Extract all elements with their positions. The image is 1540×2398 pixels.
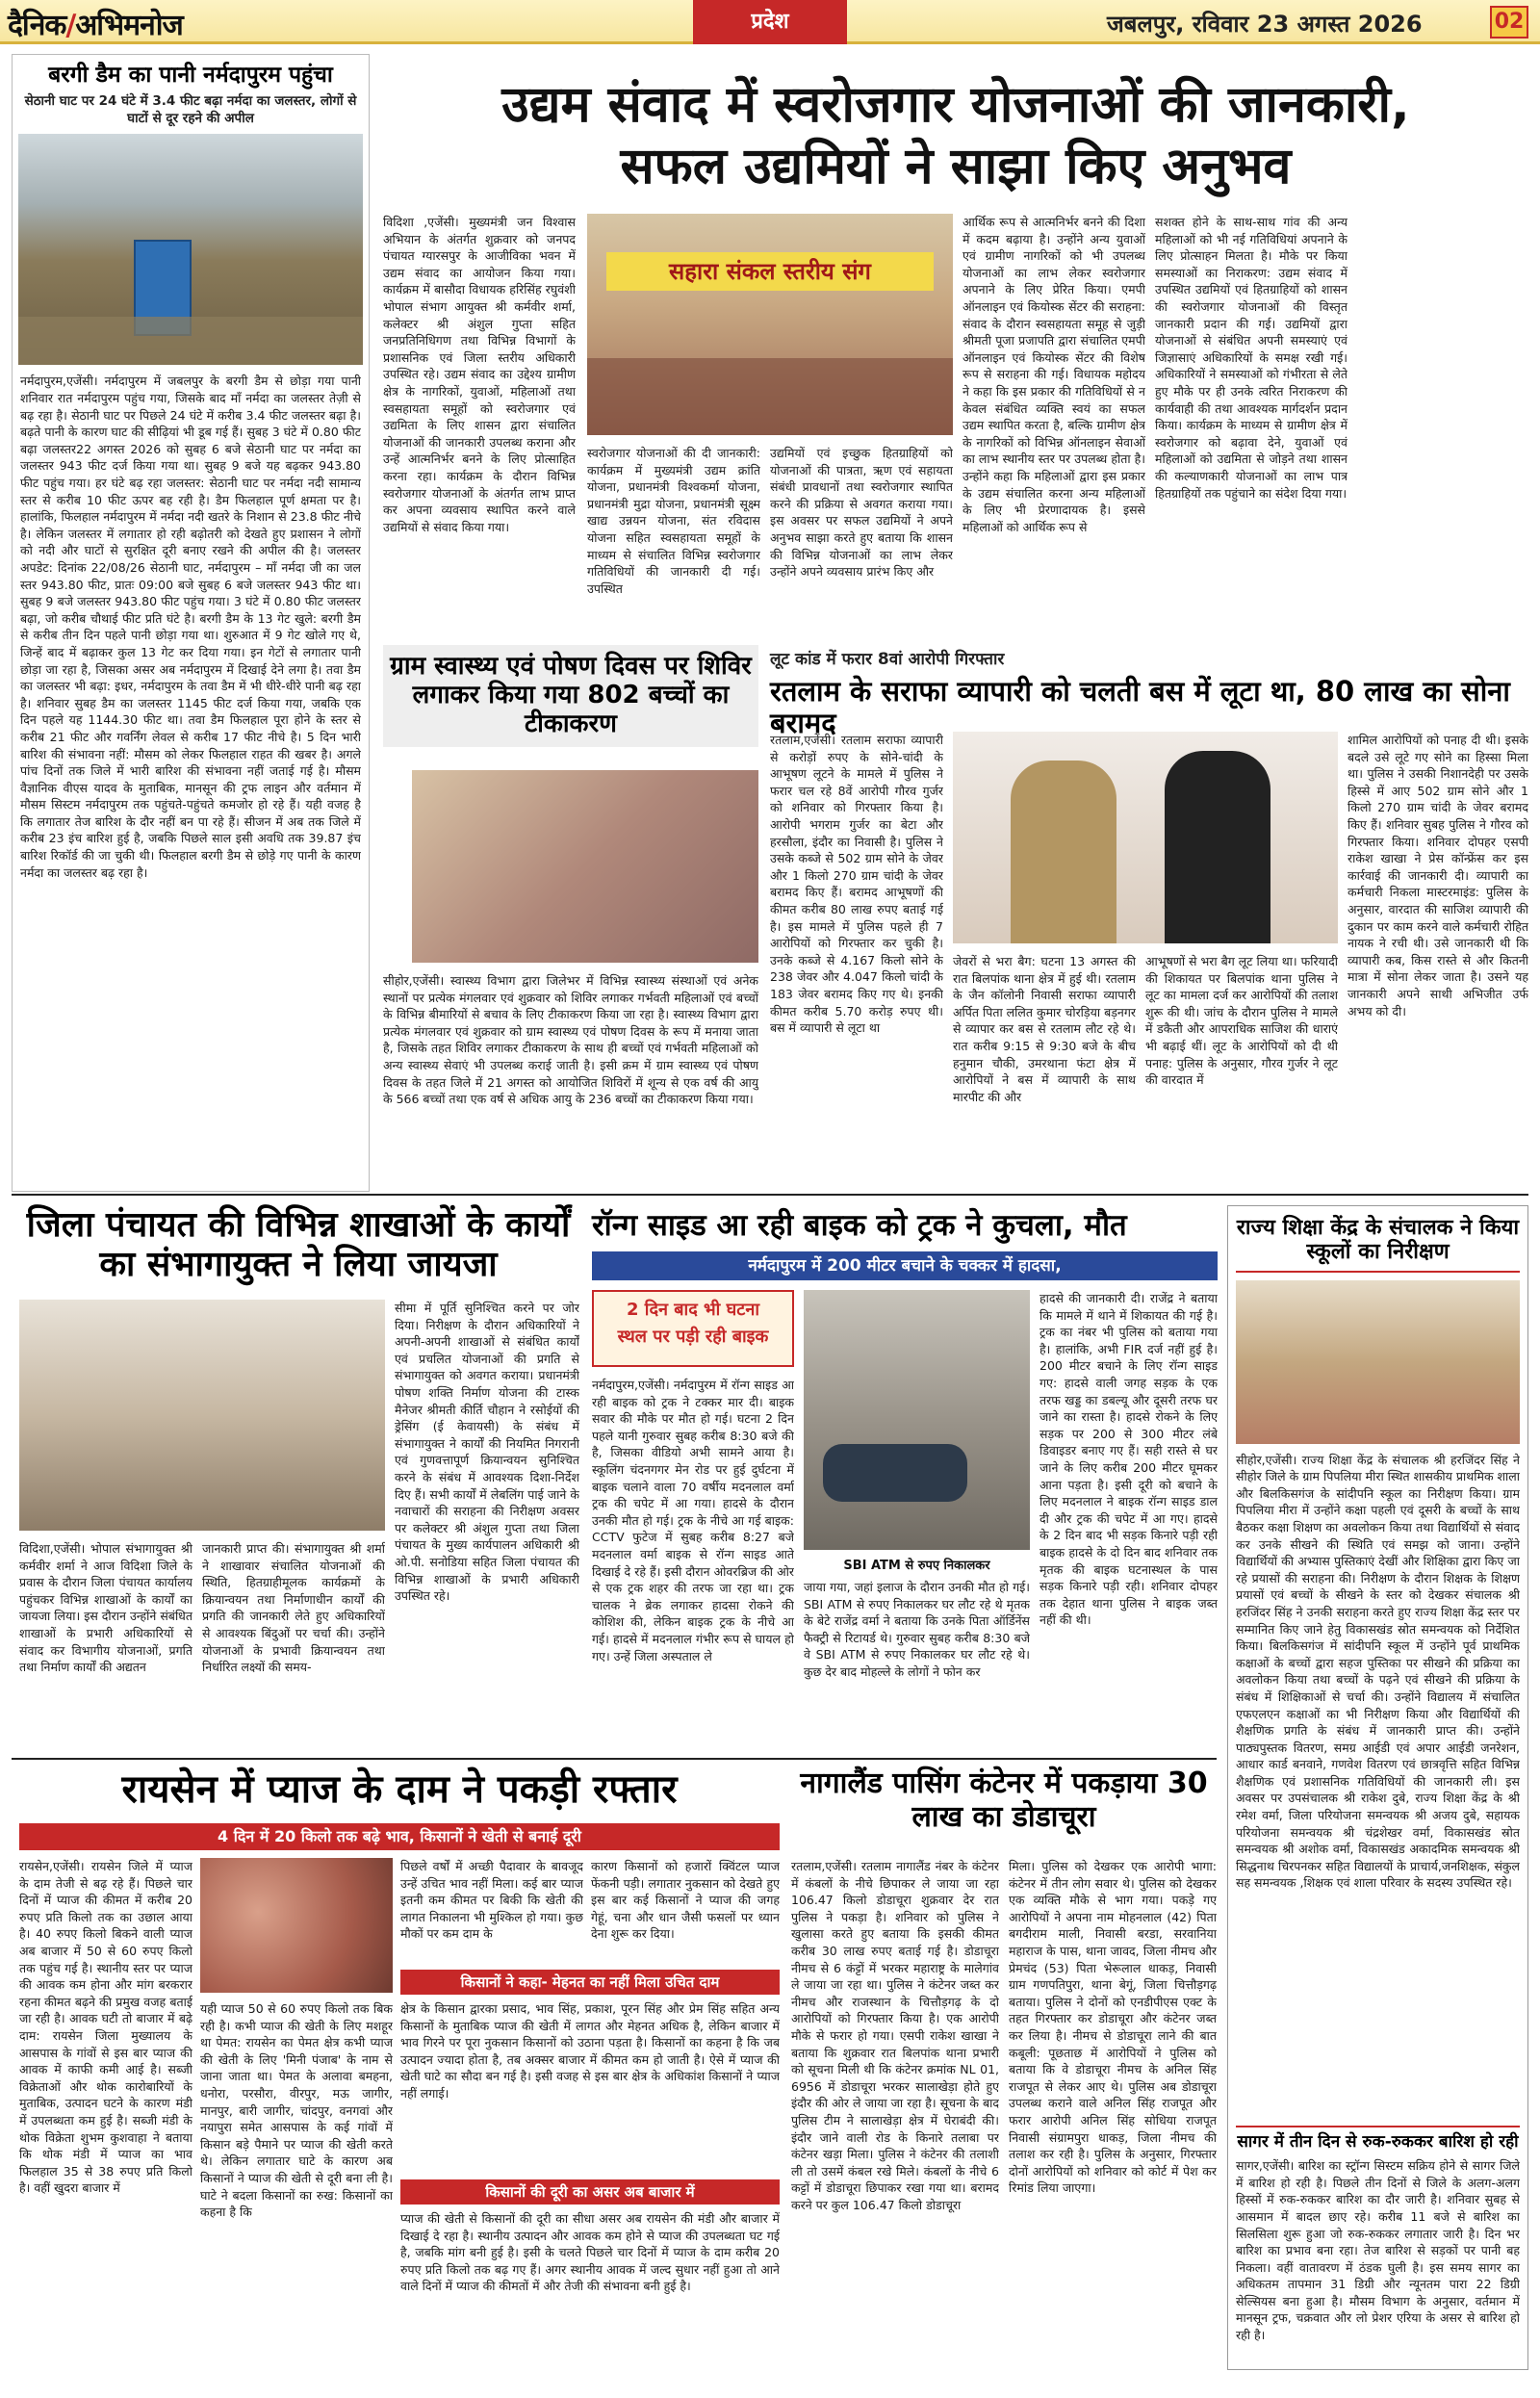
udyam-headline-2: सफल उद्यमियों ने साझा किए अनुभव bbox=[620, 138, 1292, 195]
raisen-col-mid: क्षेत्र के किसान द्वारका प्रसाद, भाव सिंह, प्रकाश, पूरन सिंह और प्रेम सिंह सहित अन्य किसानों के मुताबिक प्याज की खेती में लागत और मेहनत अधिक है, लेकिन बाजार में भाव गिरने पर पूरा नुकसान किसानों को उठाना पड़ता है। किसानों का कहना है कि जब उत्पादन ज्यादा होता है, तब अक्सर बाजार में कीमत कम हो जाती है। ऐसे में प्याज की खेती घाटे का सौदा बन गई है। इसी वजह से इस बार क्षेत्र के अधिकांश किसानों ने प्याज नहीं लगाई। bbox=[400, 2001, 780, 2101]
raisen-col-2b: यही प्याज 50 से 60 रुपए किलो तक बिक रही है। कभी प्याज की खेती के लिए मशहूर था पेमत: रायसेन का पेमत क्षेत्र कभी प्याज की खेती के लिए 'मिनी पंजाब' के नाम से जाना जाता था। पेमत के अलावा बमहना, धनोरा, परसौरा, वीरपुर, मऊ जागीर, मानपुर, बारी जागीर, चांदपुर, वनगवां और नयापुरा समेत आसपास के कई गांवों में किसान बड़े पैमाने पर प्याज की खेती करते थे। लेकिन लगातार घाटे के कारण अब किसानों ने प्याज की खेती से दूरी बना ली है। घाटे ने बदला किसानों का रुख: किसानों का कहना है कि bbox=[200, 2001, 393, 2220]
raisen-photo bbox=[200, 1858, 393, 1993]
zila-photo bbox=[19, 1300, 385, 1531]
gram-photo bbox=[412, 770, 758, 963]
udyam-banner-text: सहारा संकल स्तरीय संग bbox=[606, 252, 934, 291]
ratlam-col-2: जेवरों से भरा बैग: घटना 13 अगस्त की रात बिलपांक थाना क्षेत्र में हुई थी। रतलाम के जैन कॉलोनी निवासी सराफा व्यापारी अर्पित पिता ललित कुमार चोरड़िया बड़नगर से व्यापार कर बस से रतलाम लौट रहे थे। रात करीब 9:15 से 9:30 बजे के बीच हनुमान चौकी, उमरथाना फंटा क्षेत्र में आरोपियों ने बस में व्यापारी के साथ मारपीट की और bbox=[953, 954, 1136, 1104]
gram-headline: ग्राम स्वास्थ्य एवं पोषण दिवस पर शिविर लगाकर किया गया 802 बच्चों का टीकाकरण bbox=[383, 645, 758, 747]
raisen-col-2: पिछले वर्षों में अच्छी पैदावार के बावजूद उन्हें उचित भाव नहीं मिला। कई बार प्याज इतनी कम कीमत पर बिकी कि खेती की लागत निकालना भी मुश्किल हो गया। कुछ मौकों पर कम दाम के bbox=[400, 1859, 583, 1942]
wrongside-subbar: नर्मदापुरम में 200 मीटर बचाने के चक्कर में हादसा, bbox=[592, 1251, 1218, 1280]
photo-water-shape bbox=[18, 317, 363, 365]
udyam-col-5: सशक्त होने के साथ-साथ गांव की अन्य महिलाओं को भी नई गतिविधियां अपनाने के लिए प्रोत्साहन मिलता है। मौके पर किया समस्याओं का निराकरण: उद्यम संवाद में उपस्थित उद्यमियों एवं हितग्राहियों को शासन की स्वरोजगार योजनाओं की विस्तृत जानकारी प्रदान की गई। उद्यमियों द्वारा योजनाओं से संबंधित अपनी समस्याएं एवं जिज्ञासाएं अधिकारियों के समक्ष रखी गई। अधिकारियों ने समस्याओं को गंभीरता से लेते हुए मौके पर ही उनके त्वरित निराकरण की कार्यवाही की तथा आवश्यक मार्गदर्शन प्रदान किया। कार्यक्रम के माध्यम से ग्रामीण क्षेत्र में स्वरोजगार को बढ़ावा देने, युवाओं एवं महिलाओं को उद्यमिता से जोड़ने तथा शासन की कल्याणकारी योजनाओं का लाभ पात्र हितग्राहियों तक पहुंचाने का संदेश दिया गया। bbox=[1155, 215, 1348, 501]
wrongside-col-1: नर्मदापुरम,एजेंसी। नर्मदापुरम में रॉन्ग साइड आ रही बाइक को ट्रक ने टक्कर मार दी। बाइक सवार की मौके पर मौत हो गई। घटना 2 दिन पहले यानी गुरुवार सुबह करीब 8:30 बजे की है, जिसका वीडियो अभी सामने आया है। स्कूलिंग चंदनगगर मेन रोड पर हुई दुर्घटना में बाइक चलाने वाला 70 वर्षीय मदनलाल वर्मा ट्रक की चपेट में आ गया। हादसे के दौरान उनकी मौत हो गई। ट्रक के नीचे आ गई बाइक: CCTV फुटेज में सुबह करीब 8:27 बजे मदनलाल वर्मा बाइक से रॉन्ग साइड आते दिखाई दे रहे हैं। इसी दौरान ओवरब्रिज की ओर से एक ट्रक शहर की तरफ जा रहा था। ट्रक चालक ने ब्रेक लगाकर हादसा रोकने की कोशिश की, लेकिन बाइक ट्रक के नीचे आ गई। हादसे में मदनलाल गंभीर रूप से घायल हो गए। उन्हें जिला अस्पताल ले bbox=[592, 1378, 794, 1663]
raisen-redbox-1: किसानों ने कहा- मेहनत का नहीं मिला उचित दाम bbox=[400, 1970, 780, 1995]
logo-text-left: दैनिक bbox=[8, 9, 66, 42]
nagaland-headline: नागालैंड पासिंग कंटेनर में पकड़ाया 30 लाख का डोडाचूरा bbox=[800, 1766, 1208, 1834]
zila-col-1: विदिशा,एजेंसी। भोपाल संभागायुक्त श्री कर्मवीर शर्मा ने आज विदिशा जिले के प्रवास के दौरान जिला पंचायत कार्यालय पहुंचकर विभिन्न शाखाओं के कार्यों का जायजा लिया। इस दौरान उन्होंने संबंधित शाखाओं के प्रभारी अधिकारियों से संवाद कर विभागीय योजनाओं, प्रगति तथा निर्माण कार्यों की अद्यतन bbox=[19, 1541, 192, 1675]
raisen-col-1: रायसेन,एजेंसी। रायसेन जिले में प्याज के दाम तेजी से बढ़ रहे हैं। पिछले चार दिनों में प्याज की कीमत में करीब 20 रुपए प्रति किलो तक का उछाल आया है। 40 रुपए किलो बिकने वाली प्याज अब बाजार में 50 से 60 रुपए किलो तक पहुंच गई है। स्थानीय स्तर पर प्याज की आवक कम होना और मांग बरकरार रहना कीमत बढ़ने की प्रमुख वजह बताई जा रही है। आवक घटी तो बाजार में बढ़े दाम: रायसेन जिला मुख्यालय के आसपास के गांवों से इस बार प्याज की आवक में काफी कमी आई है। सब्जी विक्रेताओं और थोक कारोबारियों के मुताबिक, उत्पादन घटने के कारण मंडी में उपलब्धता कम हुई है। सब्जी मंडी के थोक विक्रेता शुभम कुशवाहा ने बताया कि थोक मंडी में प्याज का भाव फिलहाल 35 से 38 रुपए प्रति किलो है। वहीं खुदरा बाजार में bbox=[19, 1859, 192, 2196]
sagar-headline: सागर में तीन दिन से रुक-रुककर बारिश हो रही bbox=[1236, 2126, 1520, 2153]
udyam-col-2: स्वरोजगार योजनाओं की दी जानकारी: कार्यक्रम में मुख्यमंत्री उद्यम क्रांति योजना, प्रधानमंत्री विश्वकर्मा योजना, प्रधानमंत्री मुद्रा योजना, प्रधानमंत्री सूक्ष्म खाद्य उन्नयन योजना, संत रविदास योजना सहित स्वसहायता समूहों के माध्यम से संचालित विभिन्न स्वरोजगार गतिविधियों की जानकारी दी गई। उपस्थित bbox=[587, 446, 760, 596]
section-divider-2 bbox=[12, 1758, 1217, 1760]
raisen-col-3: कारण किसानों को हजारों क्विंटल प्याज फेंकनी पड़ी। लगातार नुकसान को देखते हुए इस बार कई किसानों ने प्याज की जगह गेहूं, चना और धान जैसी फसलों पर ध्यान देना शुरू कर दिया। bbox=[591, 1859, 780, 1942]
dateline: जबलपुर, रविवार 23 अगस्त 2026 bbox=[1107, 11, 1423, 38]
shiksha-body: सीहोर,एजेंसी। राज्य शिक्षा केंद्र के संचालक श्री हरजिंदर सिंह ने सीहोर जिले के ग्राम पिपलिया मीरा स्थित शासकीय प्राथमिक शाला और बिलकिसगंज के सांदीपनि स्कूल का निरीक्षण किया। ग्राम पिपलिया मीरा में उन्होंने कक्षा पहली एवं दूसरी के बच्चों के साथ बैठकर कक्षा शिक्षण का अवलोकन किया तथा विद्यार्थियों से संवाद कर उनके सीखने की स्थिति एवं समझ को जाना। उन्होंने विद्यार्थियों की अभ्यास पुस्तिकाएं देखीं और शिक्षिका द्वारा किए जा रहे प्रयासों की सराहना की। निरीक्षण के दौरान शिक्षक के शिक्षण प्रयासों एवं बच्चों के सीखने के स्तर को देखकर संचालक श्री हरजिंदर सिंह ने उनकी सराहना करते हुए राज्य शिक्षा केंद्र स्तर पर सम्मानित किए जाने हेतु विकासखंड स्रोत समन्वयक को निर्देशित किया। बिलकिसगंज में सांदीपनि स्कूल में उन्होंने पूर्व प्राथमिक कक्षाओं के बच्चों द्वारा सहज पुस्तिका पर सीखने की प्रक्रिया का अवलोकन किया तथा बच्चों के पढ़ने एवं सीखने की प्रक्रिया के संबंध में शिक्षिकाओं से चर्चा की। उन्होंने विद्यालय में संचालित एफएलएन कक्षाओं का भी निरीक्षण किया और विद्यार्थियों की शैक्षणिक प्रगति के संबंध में जानकारी प्राप्त की। उन्होंने पाठ्यपुस्तक वितरण, समग्र आईडी एवं अपार आईडी जनरेशन, आधार कार्ड बनवाने, गणवेश वितरण एवं छात्रवृत्ति सहित विभिन्न शैक्षणिक एवं प्रशासनिक गतिविधियों की जानकारी ली। इस अवसर पर उपसंचालक श्री राकेश दुबे, राज्य शिक्षा केंद्र के श्री रमेश वर्मा, जिला परियोजना समन्वयक श्री अजय दुबे, सहायक परियोजना समन्वयक श्री चंद्रशेखर वर्मा, विकासखंड स्रोत समन्वयक श्री अशोक वर्मा, विकासखंड अकादमिक समन्वयक श्री सिद्धनाथ चिरपनकर सहित विद्यालयों के प्राचार्य,जनशिक्षक, संकुल सह समन्वयक ,शिक्षक एवं शाला परिवार के सदस्य उपस्थित रहे। bbox=[1236, 1452, 1520, 1891]
ratlam-photo bbox=[953, 732, 1338, 943]
wrongside-callout bbox=[592, 1290, 794, 1367]
ratlam-headline: रतलाम के सराफा व्यापारी को चलती बस में लूटा था, 80 लाख का सोना बरामद bbox=[770, 675, 1510, 740]
photo-table-shape bbox=[587, 358, 953, 435]
shiksha-photo bbox=[1236, 1280, 1520, 1444]
logo-text-right: अभिमनोज bbox=[75, 9, 183, 42]
raisen-headline: रायसेन में प्याज के दाम ने पकड़ी रफ्तार bbox=[121, 1767, 678, 1812]
sagar-body: सागर,एजेंसी। बारिश का स्ट्रॉन्ग सिस्टम सक्रिय होने से सागर जिले में बारिश हो रही है। पिछले तीन दिनों से जिले के अलग-अलग हिस्सों में रुक-रुककर बारिश का दौर जारी है। शनिवार सुबह से आसमान में बादल छाए रहे। करीब 11 बजे से बारिश का सिलसिला शुरू हुआ जो रुक-रुककर लगातार जारी है। दिन भर बारिश का प्रभाव बना रहा। तेज बारिश से सड़कों पर पानी बह निकला। वहीं वातावरण में ठंडक घुली है। इस समय सागर का अधिकतम तापमान 31 डिग्री और न्यूनतम पारा 22 डिग्री सेल्सियस बना हुआ है। मौसम विभाग के अनुसार, वर्तमान में मानसून ट्रफ, चक्रवात और लो प्रेशर एरिया के असर से बारिश हो रही है। bbox=[1236, 2158, 1520, 2343]
wrongside-col-3: हादसे की जानकारी दी। राजेंद्र ने बताया कि मामले में थाने में शिकायत की गई है। ट्रक का नंबर भी पुलिस को बताया गया है। हालांकि, अभी FIR दर्ज नहीं हुई है। 200 मीटर बचाने के लिए रॉन्ग साइड गए: हादसे वाली जगह सड़क के एक तरफ खड्ड का डबल्यू और दूसरी तरफ घर जाने का रास्ता है। हादसे रोकने के लिए सड़क पर 200 से 300 मीटर लंबे डिवाइडर बनाए गए हैं। सही रास्ते से घर जाने के लिए करीब 200 मीटर घूमकर आना पड़ता है। इसी दूरी को बचाने के लिए मदनलाल ने बाइक रॉन्ग साइड डाल दी और ट्रक की चपेट में आ गए। हादसे के 2 दिन बाद भी सड़क किनारे पड़ी रही बाइक हादसे के दो दिन बाद शनिवार तक मृतक की बाइक घटनास्थल के पास सड़क किनारे पड़ी रही। शनिवार दोपहर तक देहात थाना पुलिस ने बाइक जब्त नहीं की थी। bbox=[1040, 1291, 1218, 1628]
photo-accused-shape bbox=[1165, 751, 1270, 943]
wrongside-photo bbox=[804, 1290, 1030, 1550]
nagaland-col-1: रतलाम,एजेंसी। रतलाम नागालैंड नंबर के कंटेनर में कंबलों के नीचे छिपाकर ले जाया जा रहा 106.47 किलो डोडाचूरा शुक्रवार देर रात पुलिस ने पकड़ा है। शनिवार को पुलिस ने खुलासा करते हुए बताया कि इसकी कीमत करीब 30 लाख रुपए बताई गई है। डोडाचूरा नीमच से 6 कंट्टों में भरकर महाराष्ट्र के मालेगांव ले जाया जा रहा था। पुलिस ने कंटेनर जब्त कर नीमच और राजस्थान के चित्तौड़गढ़ के दो आरोपियों को गिरफ्तार किया है। एक आरोपी मौके से फरार हो गया। एसपी राकेश खाखा ने बताया कि शुक्रवार रात बिलपांक थाना प्रभारी को सूचना मिली थी कि कंटेनर क्रमांक NL 01, 6956 में डोडाचूरा भरकर सालाखेड़ा होते हुए इंदौर की ओर ले जाया जा रहा है। सूचना के बाद पुलिस टीम ने सालाखेड़ा क्षेत्र में घेराबंदी की। इंदौर जाने वाली रोड के किनारे तलाबा पर कंटेनर खड़ा मिला। पुलिस ने कंटेनर की तलाशी ली तो उसमें कंबल रखे मिले। कंबलों के नीचे 6 कट्टों में डोडाचूरा छिपाकर रखा गया था। बरामद करने पर कुल 106.47 किलो डोडाचूरा bbox=[791, 1859, 999, 2212]
logo-slash: / bbox=[65, 9, 76, 42]
wrongside-callout-line2: स्थल पर पड़ी रही बाइक bbox=[617, 1327, 769, 1347]
ratlam-col-4: शामिल आरोपियों को पनाह दी थी। इसके बदले उसे लूटे गए सोने का हिस्सा मिला था। पुलिस ने उसकी निशानदेही पर उसके हिस्से में आए 502 ग्राम सोने और 1 किलो 270 ग्राम चांदी के जेवर बरामद किए हैं। शनिवार सुबह पुलिस ने गौरव को गिरफ्तार किया। शनिवार दोपहर एसपी राकेश खाखा ने प्रेस कॉन्फ्रेंस कर इस कार्रवाई की जानकारी दी। व्यापारी का कर्मचारी निकला मास्टरमाइंड: पुलिस के अनुसार, वारदात की साजिश व्यापारी की दुकान पर काम करने वाले कर्मचारी रोहित नायक ने रची थी। उसे जानकारी थी कि व्यापारी कब, किस रास्ते से और कितनी मात्रा में सोना लेकर जाता है। उसने यह जानकारी अपने साथी अभिजीत उर्फ अभय को दी। bbox=[1348, 733, 1528, 1019]
wrongside-photo-caption: SBI ATM से रुपए निकालकर bbox=[843, 1559, 990, 1573]
udyam-col-3: उद्यमियों एवं इच्छुक हितग्राहियों को योजनाओं की पात्रता, ऋण एवं सहायता संबंधी प्रावधानों तथा स्वरोजगार स्थापित करने की प्रक्रिया से अवगत कराया गया। इस अवसर पर सफल उद्यमियों ने अपने अनुभव साझा करते हुए बताया कि शासन की विभिन्न योजनाओं का लाभ लेकर उन्होंने अपने व्यवसाय प्रारंभ किए और bbox=[770, 446, 953, 580]
bargi-headline: बरगी डैम का पानी नर्मदापुरम पहुंचा bbox=[48, 63, 333, 88]
bargi-photo bbox=[18, 134, 363, 365]
shiksha-headline: राज्य शिक्षा केंद्र के संचालक ने किया स्कूलों का निरीक्षण bbox=[1236, 1216, 1520, 1273]
zila-col-2: जानकारी प्राप्त की। संभागायुक्त श्री शर्मा ने शाखावार संचालित योजनाओं की स्थिति, हितग्राहीमूलक कार्यक्रमों के क्रियान्वयन तथा निर्माणाधीन कार्यों की प्रगति की जानकारी लेते हुए अधिकारियों से आवश्यक बिंदुओं पर चर्चा की। उन्होंने योजनाओं के प्रभावी क्रियान्वयन तथा निर्धारित लक्ष्यों की समय- bbox=[202, 1541, 385, 1675]
udyam-col-1: विदिशा ,एजेंसी। मुख्यमंत्री जन विश्वास अभियान के अंतर्गत शुक्रवार को जनपद पंचायत ग्यारसपुर के आजीविका भवन में उद्यम संवाद का आयोजन किया गया। कार्यक्रम में बासौदा विधायक हरिसिंह रघुवंशी भोपाल संभाग आयुक्त श्री कर्मवीर शर्मा, कलेक्टर श्री अंशुल गुप्ता सहित जनप्रतिनिधिगण तथा विभिन्न विभागों के प्रशासनिक एवं जिला स्तरीय अधिकारी उपस्थित रहे। उद्यम संवाद का उद्देश्य ग्रामीण क्षेत्र के नागरिकों, युवाओं, महिलाओं तथा स्वसहायता समूहों को स्वरोजगार एवं उद्यमिता के लिए शासन द्वारा संचालित योजनाओं की जानकारी उपलब्ध कराना और उन्हें आत्मनिर्भर बनने के लिए प्रोत्साहित करना रहा। कार्यक्रम के दौरान विभिन्न स्वरोजगार योजनाओं के अंतर्गत लाभ प्राप्त कर अपना व्यवसाय स्थापित करने वाले उद्यमियों से संवाद किया गया। bbox=[383, 215, 576, 534]
zila-headline: जिला पंचायत की विभिन्न शाखाओं के कार्यों का संभागायुक्त ने लिया जायजा bbox=[26, 1205, 571, 1285]
udyam-headline-1: उद्यम संवाद में स्वरोजगार योजनाओं की जानकारी, bbox=[501, 76, 1410, 134]
bargi-body: नर्मदापुरम,एजेंसी। नर्मदापुरम में जबलपुर के बरगी डैम से छोड़ा गया पानी शनिवार रात नर्मदापुरम पहुंच गया, जिसके बाद माँ नर्मदा का जलस्तर तेज़ी से बढ़ रहा है। सेठानी घाट पर पिछले 24 घंटे में करीब 3.4 फीट जलस्तर बढ़ा है। बढ़ते पानी के कारण घाट की सीढ़ियां भी डूब गई हैं। सुबह 3 घंटे में 0.80 फीट बढ़ा जलस्तर22 अगस्त 2026 को सुबह 6 बजे सेठानी घाट पर नर्मदा का जलस्तर 943 फीट दर्ज किया गया था। सुबह 9 बजे यह बढ़कर 943.80 फीट पहुंच गया। हर घंटे बढ़ रहा जलस्तर: सेठानी घाट पर नर्मदा नदी सामान्य स्तर से करीब 10 फीट ऊपर बह रही है। डैम फिलहाल पूर्ण क्षमता पर है। हालांकि, फिलहाल नर्मदापुरम में नर्मदा नदी खतरे के निशान से 23.8 फीट नीचे है। लेकिन जलस्तर में लगातार हो रही बढ़ोतरी को देखते हुए प्रशासन ने लोगों को नदी और घाटों से सुरक्षित दूरी बनाए रखने की अपील की है। जलस्तर अपडेट: दिनांक 22/08/26 सेठानी घाट, नर्मदापुरम – माँ नर्मदा जी का जल स्तर 943.80 फीट, प्रातः 09:00 बजे सुबह 6 बजे जलस्तर 943 फीट था। सुबह 9 बजे जलस्तर 943.80 फीट पहुंच गया। 3 घंटे में 0.80 फीट जलस्तर बढ़ा, जो करीब चौथाई फीट प्रति घंटे है। बरगी डैम के 13 गेट खुले: बरगी डैम से करीब तीन दिन पहले पानी छोड़ा गया था। शुरुआत में 9 गेट खोले गए थे, जिन्हें बाद में बढ़ाकर कुल 13 गेट कर दिया गया। इन गेटों से लगातार पानी छोड़ा जा रहा है, जिसका असर अब नर्मदापुरम में दिखाई देने लगा है। तवा डैम का जलस्तर भी बढ़ा: इधर, नर्मदापुरम के तवा डैम में भी धीरे-धीरे पानी बढ़ रहा है। शनिवार सुबह डैम का जलस्तर 1145 फीट दर्ज किया गया, जबकि एक दिन पहले यह 1144.30 फीट था। तवा डैम फिलहाल पूरा होने के स्तर से करीब 21 फीट और गवर्निंग लेवल से करीब 17 फीट नीचे है। 5 दिन भारी बारिश की संभावना नहीं: मौसम को लेकर फिलहाल राहत की खबर है। अगले पांच दिनों तक जिले में भारी बारिश की संभावना नहीं जताई गई है। मौसम वैज्ञानिक वीएस यादव के मुताबिक, मानसून की ट्रफ लाइन और वर्तमान में मौसम सिस्टम नर्मदापुरम तक पहुंचते-पहुंचते कमजोर हो रहे हैं। यही वजह है कि लगातार तेज बारिश के दौर नहीं बन पा रहे हैं। सीजन में अब तक जिले में करीब 23 इंच बारिश हुई है, जबकि पिछले साल इसी अवधि तक 39.87 इंच बारिश रिकॉर्ड की जा चुकी थी। फिलहाल बरगी डैम से छोड़े गए पानी के कारण नर्मदा का जलस्तर बढ़ रहा है। bbox=[20, 374, 361, 880]
section-label: प्रदेश bbox=[693, 0, 847, 44]
raisen-subbar: 4 दिन में 20 किलो तक बढ़े भाव, किसानों ने खेती से बनाई दूरी bbox=[19, 1823, 780, 1850]
bargi-story-box bbox=[12, 54, 370, 1192]
photo-police-shape bbox=[1011, 761, 1116, 943]
photo-bike-shape bbox=[823, 1444, 967, 1502]
newspaper-logo bbox=[8, 4, 183, 43]
ratlam-col-1: रतलाम,एजेंसी। रतलाम सराफा व्यापारी से करोड़ों रुपए के सोने-चांदी के आभूषण लूटने के मामले में पुलिस ने फरार चल रहे 8वें आरोपी गौरव गुर्जर को शनिवार को गिरफ्तार किया है। आरोपी भगराम गुर्जर का बेटा और हरसौला, इंदौर का निवासी है। पुलिस ने उसके कब्जे से 502 ग्राम सोने के जेवर और 1 किलो 270 ग्राम चांदी के जेवर बरामद किए हैं। बरामद आभूषणों की कीमत करीब 80 लाख रुपए बताई गई है। इस मामले में पुलिस पहले ही 7 आरोपियों को गिरफ्तार कर चुकी है। उनके कब्जे से 4.167 किलो सोने के 238 जेवर और 4.047 किलो चांदी के 183 जेवर बरामद किए गए थे। इनकी कीमत करीब 5.70 करोड़ रुपए थी। बस में व्यापारी से लूटा था bbox=[770, 733, 943, 1036]
zila-col-3: सीमा में पूर्ति सुनिश्चित करने पर जोर दिया। निरीक्षण के दौरान अधिकारियों ने अपनी-अपनी शाखाओं से संबंधित कार्यों एवं प्रचलित योजनाओं की प्रगति से संभागायुक्त को अवगत कराया। प्रधानमंत्री पोषण शक्ति निर्माण योजना की टास्क मैनेजर श्रीमती कीर्ति चौहान ने रसोईयों की ड्रेसिंग (ई केवायसी) के संबंध में संभागायुक्त ने कार्यों की नियमित निगरानी एवं गुणवत्तापूर्ण क्रियान्वयन सुनिश्चित करने के संबंध में आवश्यक दिशा-निर्देश दिए हैं। सभी कार्यों में लेबलिंग पाई जाने के नवाचारों की सराहना की निरीक्षण अवसर पर कलेक्टर श्री अंशुल गुप्ता तथा जिला पंचायत के मुख्य कार्यपालन अधिकारी श्री ओ.पी. सनोडिया सहित जिला पंचायत की विभिन्न शाखाओं के प्रभारी अधिकारी उपस्थित रहे। bbox=[395, 1301, 579, 1604]
ratlam-col-3: आभूषणों से भरा बैग लूट लिया था। फरियादी की शिकायत पर बिलपांक थाना पुलिस ने लूट का मामला दर्ज कर आरोपियों की तलाश शुरू की थी। जांच के दौरान पुलिस ने मामले में डकैती और आपराधिक साजिश की धाराएं भी बढ़ाई थीं। लूट के आरोपियों को दी थी पनाह: पुलिस के अनुसार, गौरव गुर्जर ने लूट की वारदात में bbox=[1145, 954, 1338, 1088]
wrongside-col-2: जाया गया, जहां इलाज के दौरान उनकी मौत हो गई। SBI ATM से रुपए निकालकर घर लौट रहे थे मृतक के बेटे राजेंद्र वर्मा ने बताया कि उनके पिता ऑर्डिनेंस फैक्ट्री से रिटायर्ड थे। गुरुवार सुबह करीब 8:30 बजे वे SBI ATM से रुपए निकालकर घर लौट रहे थे। कुछ देर बाद मोहल्ले के लोगों ने फोन कर bbox=[804, 1580, 1030, 1679]
raisen-col-bottom: प्याज की खेती से किसानों की दूरी का सीधा असर अब रायसेन की मंडी और बाजार में दिखाई दे रहा है। स्थानीय उत्पादन और आवक कम होने से प्याज की उपलब्धता घट गई है, जबकि मांग बनी हुई है। इसी के चलते पिछले चार दिनों में प्याज के दाम करीब 20 रुपए प्रति किलो तक बढ़ गए हैं। अगर स्थानीय आवक में जल्द सुधार नहीं हुआ तो आने वाले दिनों में प्याज की कीमतों में और तेजी की संभावना बनी हुई है। bbox=[400, 2211, 780, 2294]
ratlam-kicker: लूट कांड में फरार 8वां आरोपी गिरफ्तार bbox=[770, 650, 1005, 669]
page-number: 02 bbox=[1490, 6, 1528, 39]
gram-body: सीहोर,एजेंसी। स्वास्थ्य विभाग द्वारा जिलेभर में विभिन्न स्वास्थ्य संस्थाओं एवं अनेक स्थानों पर प्रत्येक मंगलवार एवं शुक्रवार को शिविर लगाकर गर्भवती महिलाओं एवं बच्चों के विभिन्न बीमारियों से बचाव के लिए टीकाकरण किया जा रहा है। स्वास्थ्य विभाग द्वारा प्रत्येक मंगलवार एवं शुक्रवार को ग्राम स्वास्थ्य एवं पोषण दिवस के रूप में मनाया जाता है, जिसके तहत शिविर लगाकर टीकाकरण के साथ ही बच्चों एवं गर्भवती महिलाओं को अन्य स्वास्थ्य सेवाएं भी उपलब्ध कराई जाती है। इसी क्रम में ग्राम स्वास्थ्य एवं पोषण दिवस के तहत जिले में 21 अगस्त को आयोजित शिविरों में शून्य से एक वर्ष की आयु के 566 बच्चों तथा एक वर्ष से अधिक आयु के 236 बच्चों का टीकाकरण किया गया। bbox=[383, 973, 758, 1107]
wrongside-callout-line1: 2 दिन बाद भी घटना bbox=[627, 1300, 759, 1320]
bargi-deck: सेठानी घाट पर 24 घंटे में 3.4 फीट बढ़ा नर्मदा का जलस्तर, लोगों से घाटों से दूर रहने की अपील bbox=[24, 93, 357, 127]
section-divider bbox=[12, 1194, 1528, 1196]
shiksha-box bbox=[1227, 1205, 1528, 2370]
nagaland-col-2: मिला। पुलिस को देखकर एक आरोपी भागा: कंटेनर में तीन लोग सवार थे। पुलिस को देखकर एक व्यक्ति मौके से भाग गया। पकड़े गए आरोपियों ने अपना नाम मोहनलाल (42) पिता बगदीराम माली, निवासी बरडा, सरवानिया महाराज के पास, थाना जावद, जिला नीमच और प्रेमचंद (53) पिता भेरूलाल धाकड़, निवासी ग्राम गणपतिपुरा, थाना बेगूं, जिला चित्तौड़गढ़ बताया। पुलिस ने दोनों को एनडीपीएस एक्ट के तहत गिरफ्तार कर डोडाचूरा और कंटेनर जब्त कर लिया है। नीमच से डोडाचूरा लाने की बात कबूली: पूछताछ में आरोपियों ने पुलिस को बताया कि वे डोडाचूरा नीमच के अनिल सिंह राजपूत से लेकर आए थे। पुलिस अब डोडाचूरा उपलब्ध कराने वाले अनिल सिंह राजपूत और फरार आरोपी अनिल सिंह सोधिया राजपूत निवासी संग्रामपुरा धाकड़, जिला नीमच की तलाश कर रही है। पुलिस के अनुसार, गिरफ्तार दोनों आरोपियों को शनिवार को कोर्ट में पेश कर रिमांड लिया जाएगा। bbox=[1009, 1859, 1217, 2196]
udyam-col-4: आर्थिक रूप से आत्मनिर्भर बनने की दिशा में कदम बढ़ाया है। उन्होंने अन्य युवाओं एवं ग्रामीण नागरिकों को भी उपलब्ध योजनाओं का लाभ लेकर स्वरोजगार अपनाने के लिए प्रेरित किया। एमपी ऑनलाइन एवं कियोस्क सेंटर की सराहना: संवाद के दौरान स्वसहायता समूह से जुड़ी श्रीमती पूजा प्रजापति द्वारा संचालित एमपी ऑनलाइन एवं कियोस्क सेंटर की विशेष रूप से सराहना की गई। विधायक महोदय ने कहा कि इस प्रकार की गतिविधियों से न केवल संबंधित व्यक्ति स्वयं का सफल उद्यम स्थापित करता है, बल्कि ग्रामीण क्षेत्र के नागरिकों को विभिन्न ऑनलाइन सेवाओं का लाभ स्थानीय स्तर पर उपलब्ध होता है। उन्होंने कहा कि महिलाओं द्वारा इस प्रकार के उद्यम संचालित करना अन्य महिलाओं के लिए भी प्रेरणादायक है। इससे महिलाओं को आर्थिक रूप से bbox=[962, 215, 1145, 534]
raisen-redbox-2: किसानों की दूरी का असर अब बाजार में bbox=[400, 2179, 780, 2205]
wrongside-headline: रॉन्ग साइड आ रही बाइक को ट्रक ने कुचला, मौत bbox=[592, 1208, 1127, 1243]
udyam-photo bbox=[587, 214, 953, 435]
